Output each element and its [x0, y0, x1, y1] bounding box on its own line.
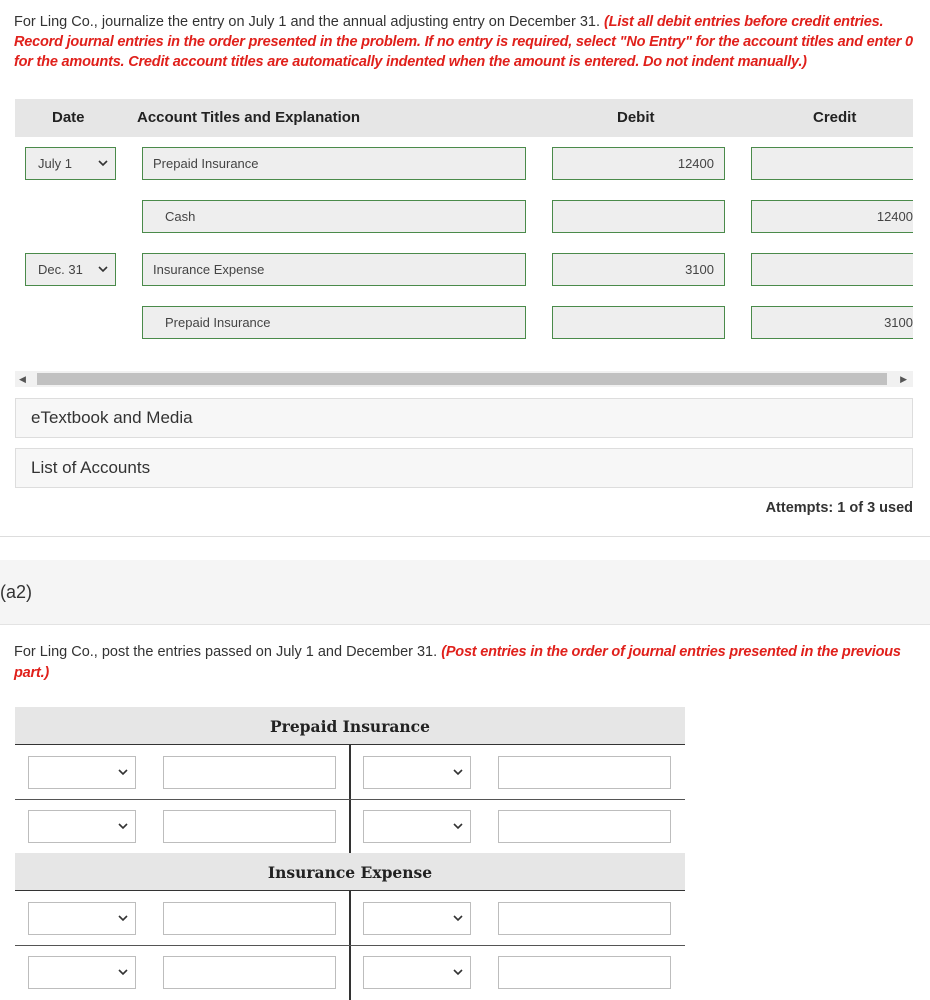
- t-account-title: Insurance Expense: [267, 863, 433, 882]
- etextbook-link[interactable]: eTextbook and Media: [15, 398, 913, 438]
- account-input-row-1[interactable]: Prepaid Insurance: [142, 147, 526, 180]
- credit-input-row-2[interactable]: 12400: [751, 200, 913, 233]
- t-account-row-separator: [15, 945, 685, 946]
- header-account: Account Titles and Explanation: [137, 109, 361, 126]
- debit-input-row-3[interactable]: 3100: [552, 253, 725, 286]
- section-a2-label: (a2): [0, 582, 33, 602]
- t-account-row-separator: [15, 799, 685, 800]
- t-account-header-insurance-expense: [15, 853, 685, 891]
- expense-credit-date-select-2[interactable]: [363, 956, 471, 989]
- chevron-down-icon: [118, 957, 128, 976]
- expense-credit-amount-2[interactable]: [498, 956, 671, 989]
- credit-input-row-3[interactable]: [751, 253, 913, 286]
- expense-credit-amount-1[interactable]: [498, 902, 671, 935]
- header-debit: Debit: [617, 109, 655, 126]
- instructions-emphasis: (List all debit entries before credit entries. Record journal entries in the order presented in the problem. If no entry is required, select "No Entry" for the account titles and enter 0 for the amounts. Credit account titles are automatically indented when the amount is entered. Do not indent manually.): [14, 14, 913, 70]
- debit-input-row-4[interactable]: [552, 306, 725, 339]
- prepaid-credit-amount-1[interactable]: [498, 756, 671, 789]
- chevron-down-icon: [453, 757, 463, 776]
- expense-debit-date-select-2[interactable]: [28, 956, 136, 989]
- account-input-row-4[interactable]: Prepaid Insurance: [142, 306, 526, 339]
- expense-debit-date-select-1[interactable]: [28, 902, 136, 935]
- date-select-row-3[interactable]: [25, 253, 116, 286]
- t-account-header-prepaid-insurance: [15, 707, 685, 745]
- header-date: Date: [52, 109, 85, 126]
- section-a2-instructions: [14, 642, 914, 684]
- section-divider: [0, 536, 930, 537]
- chevron-down-icon: [98, 148, 108, 167]
- section-a2-band: [0, 560, 930, 625]
- list-of-accounts-link[interactable]: List of Accounts: [15, 448, 913, 488]
- chevron-down-icon: [98, 254, 108, 273]
- instructions-lead: For Ling Co., journalize the entry on July 1 and the annual adjusting entry on December 31.: [14, 14, 600, 30]
- horizontal-scrollbar[interactable]: [15, 371, 913, 387]
- section-a2-emphasis: (Post entries in the order of journal entries presented in the previous part.): [14, 644, 901, 681]
- chevron-down-icon: [118, 903, 128, 922]
- account-input-row-2[interactable]: Cash: [142, 200, 526, 233]
- expense-credit-date-select-1[interactable]: [363, 902, 471, 935]
- prepaid-credit-date-select-2[interactable]: [363, 810, 471, 843]
- prepaid-credit-date-select-1[interactable]: [363, 756, 471, 789]
- chevron-down-icon: [453, 903, 463, 922]
- prepaid-debit-amount-2[interactable]: [163, 810, 336, 843]
- date-select-value: July 1: [38, 156, 72, 171]
- account-input-row-3[interactable]: Insurance Expense: [142, 253, 526, 286]
- chevron-down-icon: [453, 811, 463, 830]
- credit-input-row-1[interactable]: [751, 147, 913, 180]
- date-select-value: Dec. 31: [38, 262, 83, 277]
- chevron-down-icon: [453, 957, 463, 976]
- attempts-counter: Attempts: 1 of 3 used: [765, 500, 913, 516]
- expense-debit-amount-1[interactable]: [163, 902, 336, 935]
- prepaid-debit-amount-1[interactable]: [163, 756, 336, 789]
- prepaid-credit-amount-2[interactable]: [498, 810, 671, 843]
- chevron-down-icon: [118, 757, 128, 776]
- scroll-left-arrow-icon[interactable]: ◀: [19, 374, 26, 384]
- instructions: [14, 12, 919, 72]
- header-credit: Credit: [813, 109, 857, 126]
- prepaid-debit-date-select-2[interactable]: [28, 810, 136, 843]
- t-account-title: Prepaid Insurance: [270, 717, 430, 736]
- debit-input-row-2[interactable]: [552, 200, 725, 233]
- debit-input-row-1[interactable]: 12400: [552, 147, 725, 180]
- scroll-right-arrow-icon[interactable]: ▶: [900, 374, 907, 384]
- date-select-row-1[interactable]: [25, 147, 116, 180]
- scrollbar-thumb[interactable]: [37, 373, 887, 385]
- expense-debit-amount-2[interactable]: [163, 956, 336, 989]
- chevron-down-icon: [118, 811, 128, 830]
- journal-header: [15, 99, 913, 137]
- prepaid-debit-date-select-1[interactable]: [28, 756, 136, 789]
- section-a2-lead: For Ling Co., post the entries passed on July 1 and December 31.: [14, 644, 438, 660]
- credit-input-row-4[interactable]: 3100: [751, 306, 913, 339]
